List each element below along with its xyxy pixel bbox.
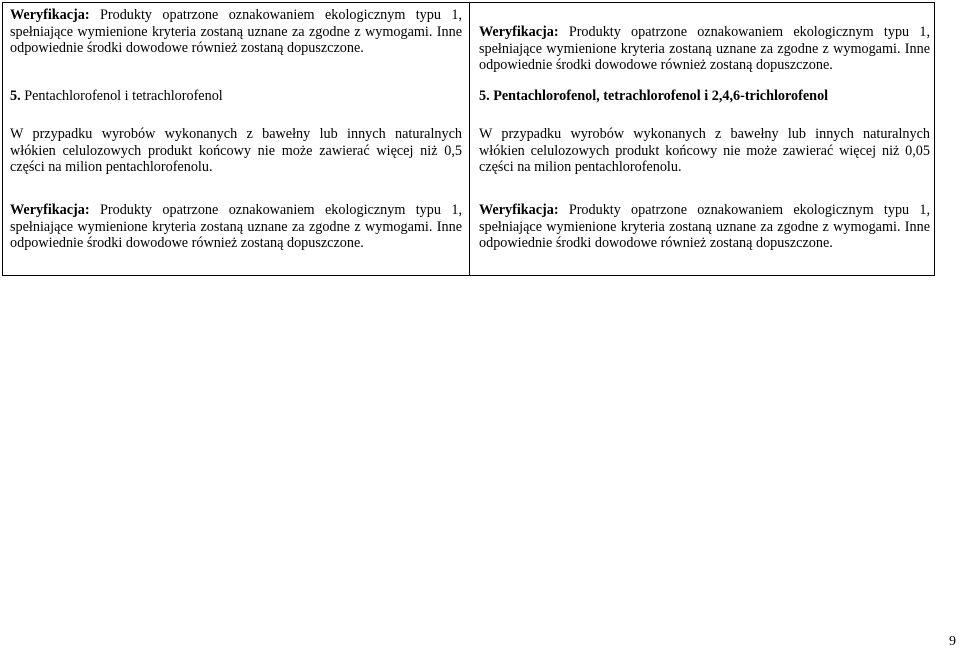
verification-label: Weryfikacja: <box>479 202 559 218</box>
verification-text: Produkty opatrzone oznakowaniem ekologicznym typu 1, spełniające wymienione kryteria zostaną uznane za zgodne z wymogami. Inne odpowiednie środki dowodowe również zostaną dopuszczone. <box>10 7 462 56</box>
left-verification-bottom <box>10 202 462 252</box>
verification-text: Produkty opatrzone oznakowaniem ekologicznym typu 1, spełniające wymienione kryteria zostaną uznane za zgodne z wymogami. Inne odpowiednie środki dowodowe również zostaną dopuszczone. <box>479 202 930 251</box>
verification-text: Produkty opatrzone oznakowaniem ekologicznym typu 1, spełniające wymienione kryteria zostaną uznane za zgodne z wymogami. Inne odpowiednie środki dowodowe również zostaną dopuszczone. <box>10 202 462 251</box>
section-title: Pentachlorofenol, tetrachlorofenol i 2,4,6-trichlorofenol <box>493 88 829 104</box>
left-column <box>3 3 470 275</box>
page-number: 9 <box>949 634 956 649</box>
section-title: Pentachlorofenol i tetrachlorofenol <box>24 88 223 104</box>
right-verification-top <box>479 24 930 74</box>
left-requirement: W przypadku wyrobów wykonanych z bawełny lub innych naturalnych włókien celulozowych produkt końcowy nie może zawierać więcej niż 0,5 części na milion pentachlorofenolu. <box>10 126 462 175</box>
section-number: 5. <box>479 88 490 104</box>
verification-text: Produkty opatrzone oznakowaniem ekologicznym typu 1, spełniające wymienione kryteria zostaną uznane za zgodne z wymogami. Inne odpowiednie środki dowodowe również zostaną dopuszczone. <box>479 24 930 73</box>
right-column <box>470 3 934 275</box>
left-verification-top <box>10 7 462 57</box>
verification-label: Weryfikacja: <box>10 7 90 23</box>
left-section-heading <box>10 88 223 105</box>
section-number: 5. <box>10 88 21 104</box>
right-section-heading <box>479 88 828 105</box>
comparison-table <box>2 2 935 276</box>
verification-label: Weryfikacja: <box>10 202 90 218</box>
verification-label: Weryfikacja: <box>479 24 559 40</box>
right-verification-bottom <box>479 202 930 252</box>
right-requirement: W przypadku wyrobów wykonanych z bawełny lub innych naturalnych włókien celulozowych produkt końcowy nie może zawierać więcej niż 0,05 części na milion pentachlorofenolu. <box>479 126 930 175</box>
